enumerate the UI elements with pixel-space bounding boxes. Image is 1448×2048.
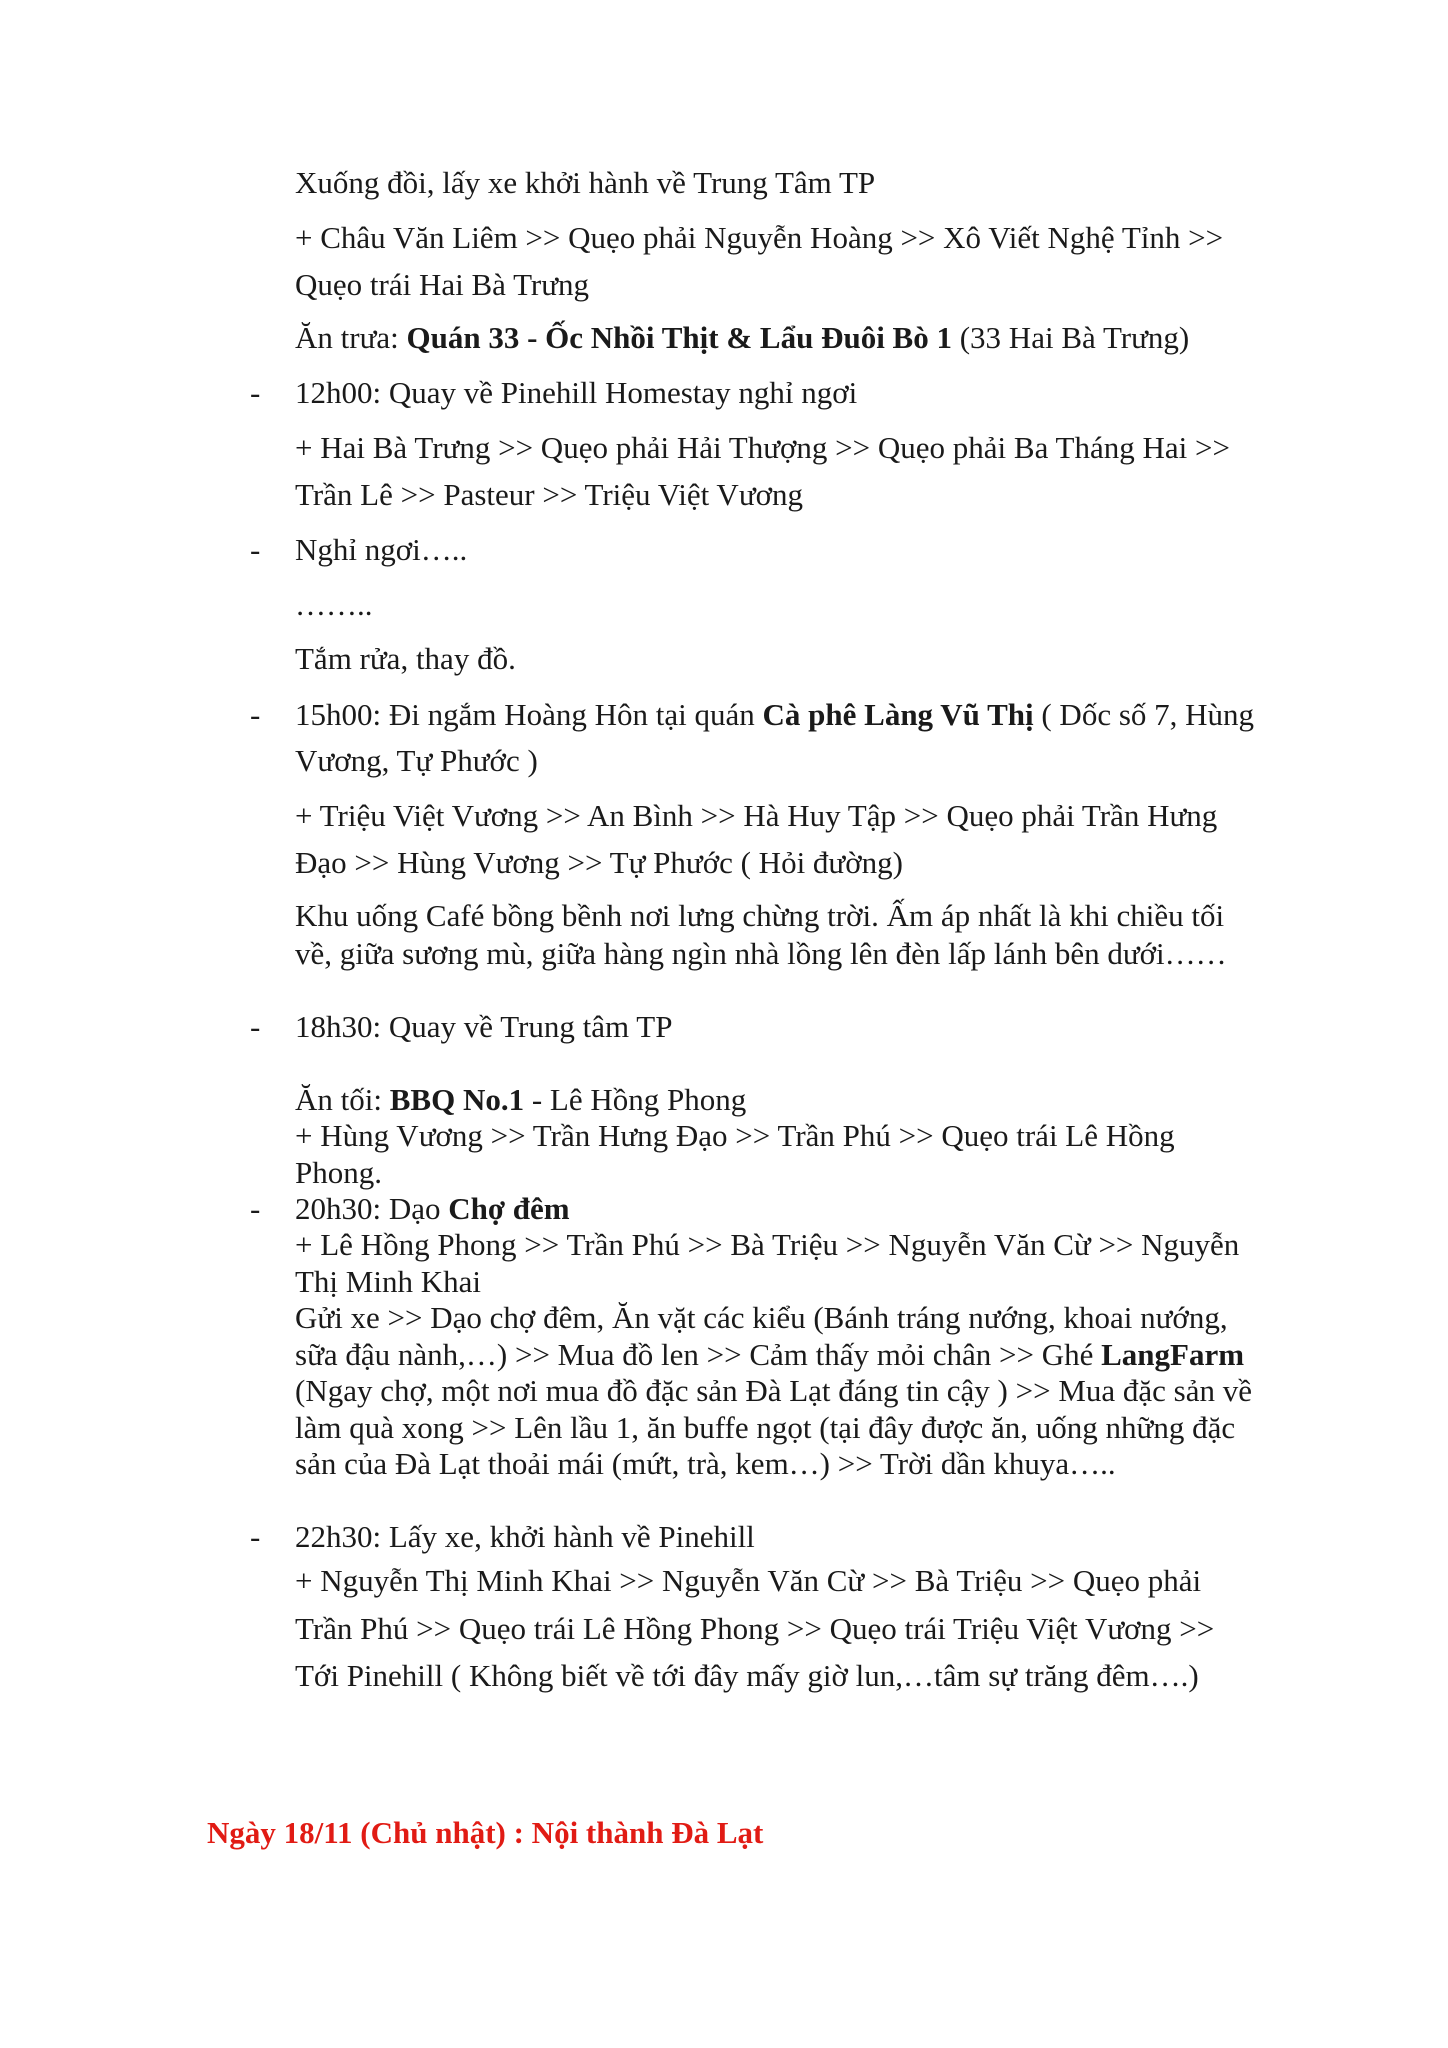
lunch-line: [295, 320, 1189, 356]
lunch-label: Ăn trưa:: [295, 320, 407, 355]
description-line: về, giữa sương mù, giữa hàng ngìn nhà lồng lên đèn lấp lánh bên dưới……: [295, 936, 1227, 971]
description-line: Khu uống Café bồng bềnh nơi lưng chừng trời. Ấm áp nhất là khi chiều tối: [295, 898, 1225, 933]
schedule-item: [295, 697, 1254, 733]
route-line: Thị Minh Khai: [295, 1264, 481, 1299]
bullet-dash: -: [250, 375, 261, 410]
dinner-line: [295, 1082, 746, 1118]
text-line: Vương, Tự Phước ): [295, 743, 538, 778]
cafe-name: Cà phê Làng Vũ Thị: [762, 697, 1034, 732]
route-line: + Hai Bà Trưng >> Quẹo phải Hải Thượng >> Quẹo phải Ba Tháng Hai >>: [295, 430, 1230, 465]
schedule-text: 15h00: Đi ngắm Hoàng Hôn tại quán: [295, 697, 763, 732]
description-line: Gửi xe >> Dạo chợ đêm, Ăn vặt các kiểu (Bánh tráng nướng, khoai nướng,: [295, 1300, 1228, 1335]
schedule-item: 22h30: Lấy xe, khởi hành về Pinehill: [295, 1519, 755, 1554]
route-line: Phong.: [295, 1155, 382, 1190]
route-line: Trần Phú >> Quẹo trái Lê Hồng Phong >> Quẹo trái Triệu Việt Vương >>: [295, 1611, 1215, 1646]
route-line: Tới Pinehill ( Không biết về tới đây mấy giờ lun,…tâm sự trăng đêm….): [295, 1658, 1199, 1693]
bullet-dash: -: [250, 1519, 261, 1554]
route-line: + Châu Văn Liêm >> Quẹo phải Nguyễn Hoàng >> Xô Viết Nghệ Tỉnh >>: [295, 220, 1224, 255]
schedule-item: 18h30: Quay về Trung tâm TP: [295, 1009, 673, 1044]
bullet-dash: -: [250, 1191, 261, 1226]
route-line: + Hùng Vương >> Trần Hưng Đạo >> Trần Phú >> Quẹo trái Lê Hồng: [295, 1118, 1175, 1153]
text-line: ……..: [295, 587, 373, 622]
description-line: (Ngay chợ, một nơi mua đồ đặc sản Đà Lạt đáng tin cậy ) >> Mua đặc sản về: [295, 1373, 1252, 1408]
lunch-address: (33 Hai Bà Trưng): [951, 320, 1190, 355]
route-line: + Triệu Việt Vương >> An Bình >> Hà Huy Tập >> Quẹo phải Trần Hưng: [295, 798, 1218, 833]
route-line: Trần Lê >> Pasteur >> Triệu Việt Vương: [295, 477, 804, 512]
description-text: sữa đậu nành,…) >> Mua đồ len >> Cảm thấy mỏi chân >> Ghé: [295, 1337, 1102, 1372]
schedule-item: [295, 1191, 570, 1227]
dinner-address: - Lê Hồng Phong: [524, 1082, 747, 1117]
text-line: Tắm rửa, thay đồ.: [295, 641, 516, 676]
schedule-text: 20h30: Dạo: [295, 1191, 449, 1226]
route-line: Đạo >> Hùng Vương >> Tự Phước ( Hỏi đường): [295, 845, 903, 880]
bullet-dash: -: [250, 532, 261, 567]
bullet-dash: -: [250, 697, 261, 732]
route-line: + Nguyễn Thị Minh Khai >> Nguyễn Văn Cừ >> Bà Triệu >> Quẹo phải: [295, 1563, 1202, 1598]
dinner-label: Ăn tối:: [295, 1082, 390, 1117]
cafe-address: ( Dốc số 7, Hùng: [1033, 697, 1255, 732]
text-line: Xuống đồi, lấy xe khởi hành về Trung Tâm TP: [295, 165, 876, 200]
route-line: + Lê Hồng Phong >> Trần Phú >> Bà Triệu >> Nguyễn Văn Cừ >> Nguyễn: [295, 1227, 1240, 1262]
bullet-dash: -: [250, 1009, 261, 1044]
langfarm-name: LangFarm: [1101, 1337, 1245, 1372]
description-line: sản của Đà Lạt thoải mái (mứt, trà, kem…) >> Trời dần khuya…..: [295, 1446, 1116, 1481]
schedule-item: 12h00: Quay về Pinehill Homestay nghỉ ngơi: [295, 375, 858, 410]
dinner-venue: BBQ No.1: [389, 1082, 525, 1117]
description-line: làm quà xong >> Lên lầu 1, ăn buffe ngọt (tại đây được ăn, uống những đặc: [295, 1410, 1236, 1445]
description-line: [295, 1337, 1244, 1373]
day-heading: Ngày 18/11 (Chủ nhật) : Nội thành Đà Lạt: [207, 1815, 764, 1850]
route-line: Quẹo trái Hai Bà Trưng: [295, 267, 590, 302]
night-market-name: Chợ đêm: [448, 1191, 570, 1226]
schedule-item: Nghỉ ngơi…..: [295, 532, 468, 567]
lunch-venue: Quán 33 - Ốc Nhồi Thịt & Lẩu Đuôi Bò 1: [406, 320, 952, 355]
